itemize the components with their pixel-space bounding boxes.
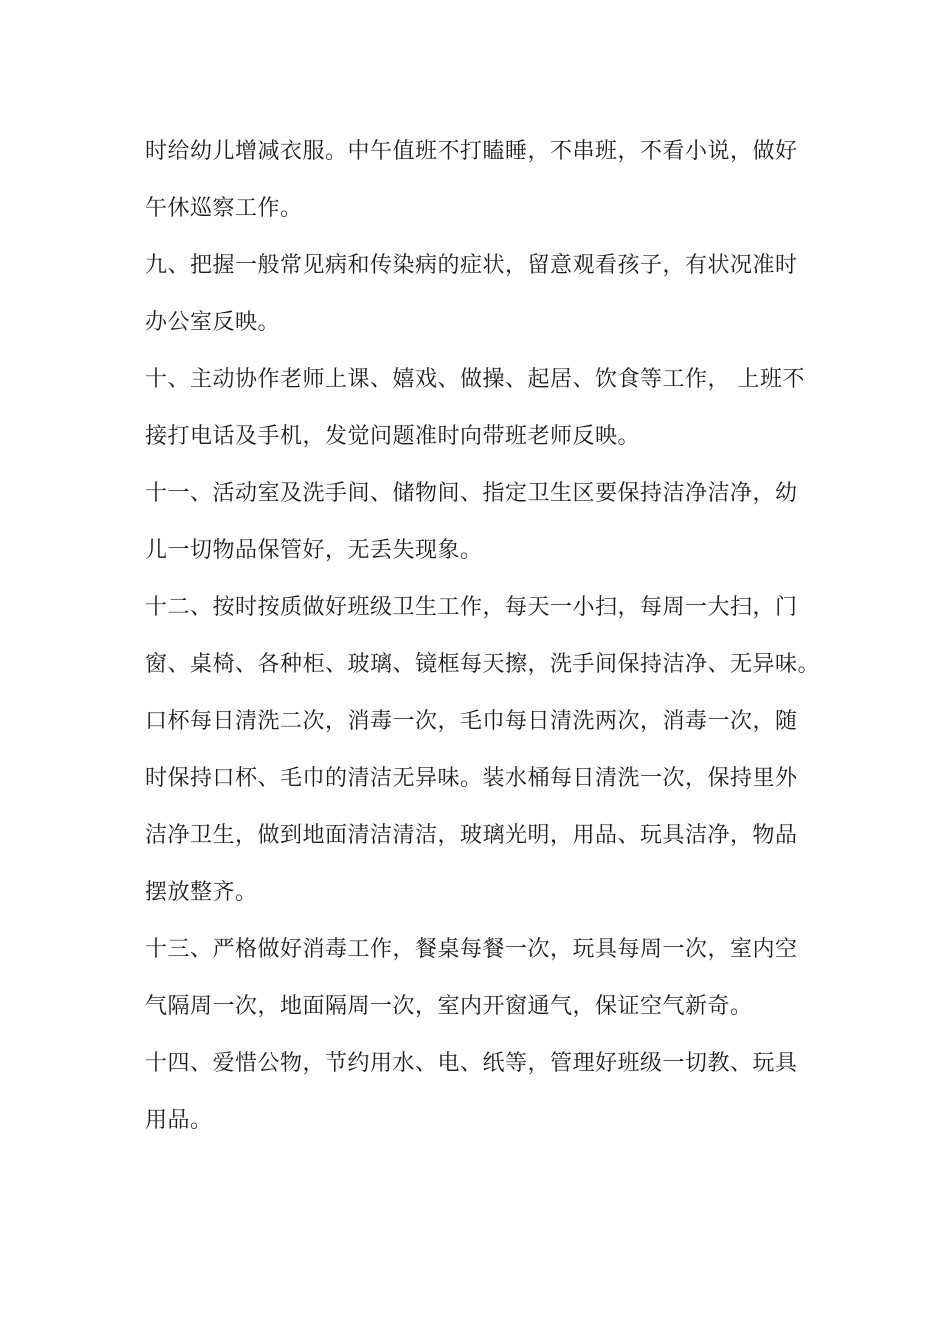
text-line: 窗、桌椅、各种柜、玻璃、镜框每天擦，洗手间保持洁净、无异味。 [145,652,821,677]
text-line: 午休巡察工作。 [145,196,303,221]
text-line: 办公室反映。 [145,310,281,335]
text-line: 十二、按时按质做好班级卫生工作，每天一小扫，每周一大扫，门 [145,595,798,620]
text-line: 十三、严格做好消毒工作，餐桌每餐一次，玩具每周一次，室内空 [145,937,798,962]
text-line: 摆放整齐。 [145,880,258,905]
text-line: 时保持口杯、毛巾的清洁无异味。装水桶每日清洗一次，保持里外 [145,766,798,791]
text-line: 口杯每日清洗二次，消毒一次，毛巾每日清洗两次，消毒一次，随 [145,709,798,734]
text-line: 儿一切物品保管好，无丢失现象。 [145,538,483,563]
text-line: 十、主动协作老师上课、嬉戏、做操、起居、饮食等工作， 上班不 [145,367,805,392]
text-line: 时给幼儿增减衣服。中午值班不打瞌睡，不串班，不看小说，做好 [145,139,798,164]
text-line: 接打电话及手机，发觉问题准时向带班老师反映。 [145,424,641,449]
text-line: 十四、爱惜公物，节约用水、电、纸等，管理好班级一切教、玩具 [145,1051,798,1076]
text-line: 十一、活动室及洗手间、储物间、指定卫生区要保持洁净洁净，幼 [145,481,798,506]
text-line: 洁净卫生，做到地面清洁清洁，玻璃光明，用品、玩具洁净，物品 [145,823,798,848]
text-line: 气隔周一次，地面隔周一次，室内开窗通气，保证空气新奇。 [145,994,753,1019]
text-line: 用品。 [145,1108,213,1133]
text-line: 九、把握一般常见病和传染病的症状，留意观看孩子，有状况准时 [145,253,798,278]
